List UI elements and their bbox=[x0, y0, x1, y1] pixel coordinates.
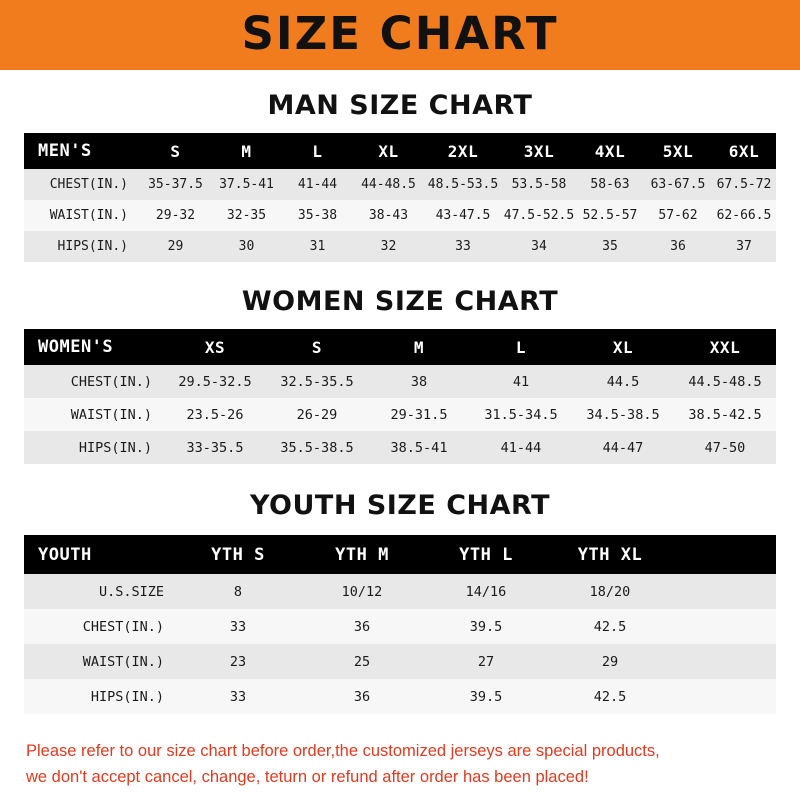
men-cell: 35-37.5 bbox=[140, 169, 211, 200]
youth-row-label-hips: HIPS(IN.) bbox=[24, 679, 176, 714]
youth-cell: 33 bbox=[176, 609, 300, 644]
women-col-header-6: XXL bbox=[674, 329, 776, 365]
men-cell: 63-67.5 bbox=[644, 169, 712, 200]
youth-cell: 23 bbox=[176, 644, 300, 679]
men-row-label-chest: CHEST(IN.) bbox=[24, 169, 140, 200]
section-title-youth: YOUTH SIZE CHART bbox=[249, 490, 551, 521]
women-col-header-5: XL bbox=[572, 329, 674, 365]
men-cell: 31 bbox=[282, 231, 353, 262]
men-cell: 29 bbox=[140, 231, 211, 262]
men-col-header-4: XL bbox=[353, 133, 424, 169]
women-cell: 44.5-48.5 bbox=[674, 365, 776, 398]
footer-note bbox=[0, 738, 800, 790]
table-row bbox=[24, 574, 776, 609]
men-cell: 38-43 bbox=[353, 200, 424, 231]
women-cell: 34.5-38.5 bbox=[572, 398, 674, 431]
table-row bbox=[24, 200, 776, 231]
men-size-table bbox=[24, 133, 776, 262]
men-cell: 35-38 bbox=[282, 200, 353, 231]
page-title: SIZE CHART bbox=[241, 6, 559, 60]
women-col-header-4: L bbox=[470, 329, 572, 365]
men-cell: 67.5-72 bbox=[712, 169, 776, 200]
men-col-header-8: 5XL bbox=[644, 133, 712, 169]
women-col-header-2: S bbox=[266, 329, 368, 365]
men-cell: 33 bbox=[424, 231, 502, 262]
youth-col-header-4: YTH XL bbox=[548, 535, 672, 574]
women-cell: 38.5-41 bbox=[368, 431, 470, 464]
table-row bbox=[24, 679, 776, 714]
table-header-row bbox=[24, 133, 776, 169]
men-col-header-1: S bbox=[140, 133, 211, 169]
men-cell: 52.5-57 bbox=[576, 200, 644, 231]
women-cell: 38.5-42.5 bbox=[674, 398, 776, 431]
footer-note-line-1: Please refer to our size chart before order,the customized jerseys are special products, bbox=[26, 742, 660, 760]
men-col-header-5: 2XL bbox=[424, 133, 502, 169]
women-cell: 47-50 bbox=[674, 431, 776, 464]
women-cell: 35.5-38.5 bbox=[266, 431, 368, 464]
women-cell: 41 bbox=[470, 365, 572, 398]
youth-col-header-2: YTH M bbox=[300, 535, 424, 574]
men-col-header-0: MEN'S bbox=[24, 133, 140, 169]
table-row bbox=[24, 431, 776, 464]
men-cell: 34 bbox=[502, 231, 576, 262]
youth-col-header-5 bbox=[672, 535, 776, 574]
women-cell: 23.5-26 bbox=[164, 398, 266, 431]
youth-cell: 14/16 bbox=[424, 574, 548, 609]
youth-row-label-waist: WAIST(IN.) bbox=[24, 644, 176, 679]
table-row bbox=[24, 609, 776, 644]
youth-cell: 42.5 bbox=[548, 679, 672, 714]
men-cell: 53.5-58 bbox=[502, 169, 576, 200]
men-cell: 30 bbox=[211, 231, 282, 262]
section-man bbox=[0, 70, 800, 262]
youth-cell: 36 bbox=[300, 679, 424, 714]
women-col-header-3: M bbox=[368, 329, 470, 365]
women-cell: 31.5-34.5 bbox=[470, 398, 572, 431]
women-cell: 33-35.5 bbox=[164, 431, 266, 464]
youth-cell: 18/20 bbox=[548, 574, 672, 609]
women-row-label-chest: CHEST(IN.) bbox=[24, 365, 164, 398]
women-cell: 44-47 bbox=[572, 431, 674, 464]
page-banner bbox=[0, 0, 800, 70]
youth-cell bbox=[672, 574, 776, 609]
table-header-row bbox=[24, 329, 776, 365]
men-cell: 37 bbox=[712, 231, 776, 262]
men-cell: 41-44 bbox=[282, 169, 353, 200]
women-cell: 26-29 bbox=[266, 398, 368, 431]
men-col-header-7: 4XL bbox=[576, 133, 644, 169]
youth-cell: 36 bbox=[300, 609, 424, 644]
table-row bbox=[24, 644, 776, 679]
men-cell: 36 bbox=[644, 231, 712, 262]
men-cell: 37.5-41 bbox=[211, 169, 282, 200]
youth-cell: 10/12 bbox=[300, 574, 424, 609]
men-cell: 48.5-53.5 bbox=[424, 169, 502, 200]
youth-cell bbox=[672, 609, 776, 644]
men-col-header-6: 3XL bbox=[502, 133, 576, 169]
youth-cell: 29 bbox=[548, 644, 672, 679]
women-cell: 44.5 bbox=[572, 365, 674, 398]
section-title-man: MAN SIZE CHART bbox=[267, 90, 533, 121]
youth-row-label-chest: CHEST(IN.) bbox=[24, 609, 176, 644]
men-col-header-2: M bbox=[211, 133, 282, 169]
women-size-table bbox=[24, 329, 776, 464]
youth-cell: 39.5 bbox=[424, 679, 548, 714]
women-cell: 38 bbox=[368, 365, 470, 398]
men-cell: 57-62 bbox=[644, 200, 712, 231]
youth-cell: 27 bbox=[424, 644, 548, 679]
women-col-header-0: WOMEN'S bbox=[24, 329, 164, 365]
table-header-row bbox=[24, 535, 776, 574]
section-women bbox=[0, 262, 800, 464]
women-row-label-hips: HIPS(IN.) bbox=[24, 431, 164, 464]
women-cell: 32.5-35.5 bbox=[266, 365, 368, 398]
youth-size-table bbox=[24, 535, 776, 714]
men-cell: 47.5-52.5 bbox=[502, 200, 576, 231]
youth-col-header-1: YTH S bbox=[176, 535, 300, 574]
section-youth bbox=[0, 464, 800, 714]
women-cell: 41-44 bbox=[470, 431, 572, 464]
youth-cell: 33 bbox=[176, 679, 300, 714]
table-row bbox=[24, 231, 776, 262]
men-cell: 44-48.5 bbox=[353, 169, 424, 200]
youth-cell: 39.5 bbox=[424, 609, 548, 644]
women-row-label-waist: WAIST(IN.) bbox=[24, 398, 164, 431]
men-cell: 32-35 bbox=[211, 200, 282, 231]
men-cell: 32 bbox=[353, 231, 424, 262]
women-cell: 29.5-32.5 bbox=[164, 365, 266, 398]
men-col-header-3: L bbox=[282, 133, 353, 169]
men-col-header-9: 6XL bbox=[712, 133, 776, 169]
youth-cell bbox=[672, 679, 776, 714]
men-cell: 35 bbox=[576, 231, 644, 262]
men-row-label-hips: HIPS(IN.) bbox=[24, 231, 140, 262]
men-row-label-waist: WAIST(IN.) bbox=[24, 200, 140, 231]
women-cell: 29-31.5 bbox=[368, 398, 470, 431]
youth-cell: 8 bbox=[176, 574, 300, 609]
men-cell: 62-66.5 bbox=[712, 200, 776, 231]
section-title-women: WOMEN SIZE CHART bbox=[241, 286, 559, 317]
men-cell: 29-32 bbox=[140, 200, 211, 231]
youth-cell bbox=[672, 644, 776, 679]
youth-cell: 25 bbox=[300, 644, 424, 679]
youth-row-label-ussize: U.S.SIZE bbox=[24, 574, 176, 609]
table-row bbox=[24, 398, 776, 431]
youth-cell: 42.5 bbox=[548, 609, 672, 644]
youth-col-header-0: YOUTH bbox=[24, 535, 176, 574]
men-cell: 58-63 bbox=[576, 169, 644, 200]
women-col-header-1: XS bbox=[164, 329, 266, 365]
table-row bbox=[24, 365, 776, 398]
footer-note-line-2: we don't accept cancel, change, teturn or refund after order has been placed! bbox=[26, 768, 589, 786]
table-row bbox=[24, 169, 776, 200]
youth-col-header-3: YTH L bbox=[424, 535, 548, 574]
men-cell: 43-47.5 bbox=[424, 200, 502, 231]
